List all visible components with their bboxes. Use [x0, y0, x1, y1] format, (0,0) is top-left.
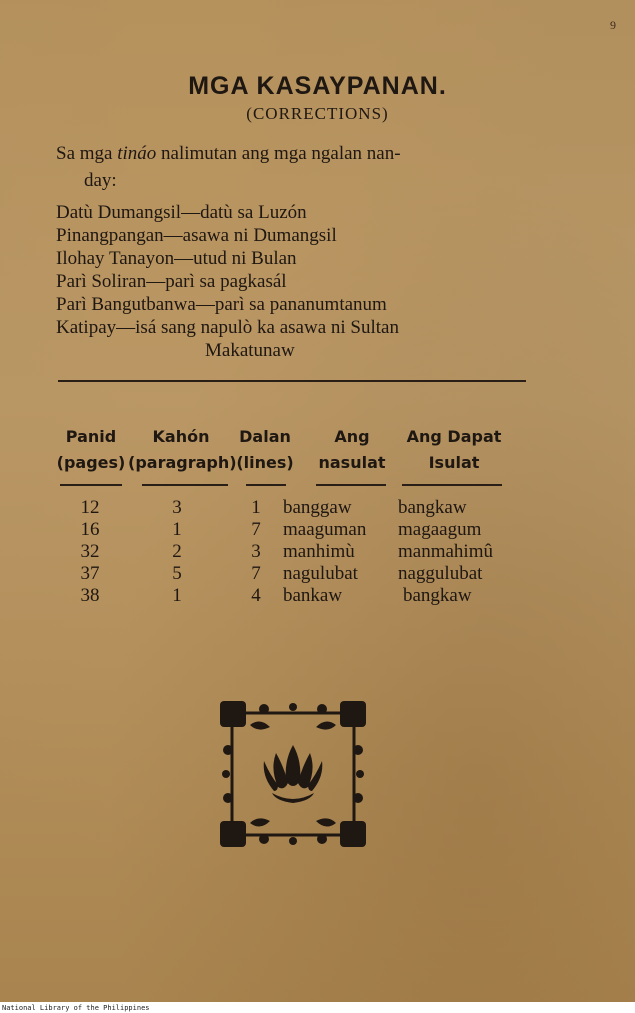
- name-entry: Ilohay Tanayon—utud ni Bulan: [56, 248, 297, 269]
- cell-paragraph: 3: [172, 497, 182, 518]
- header-underline: [142, 484, 228, 486]
- cell-paragraph: 1: [172, 519, 182, 540]
- header-underline: [316, 484, 386, 486]
- name-entry: Katipay—isá sang napulò ka asawa ni Sultan: [56, 317, 399, 338]
- header-underline: [402, 484, 502, 486]
- intro-paragraph: [56, 140, 536, 194]
- header-underline: [60, 484, 122, 486]
- cell-correct: magaagum: [398, 519, 482, 540]
- footer-credit: National Library of the Philippines: [2, 1004, 150, 1012]
- cell-correct: manmahimû: [398, 541, 493, 562]
- cell-correct: naggulubat: [398, 563, 483, 584]
- floral-ornament-icon: [214, 695, 372, 853]
- name-entry: Parì Soliran—parì sa pagkasál: [56, 271, 287, 292]
- cell-written: maaguman: [283, 519, 367, 540]
- cell-written: bankaw: [283, 585, 343, 606]
- name-entry-continuation: Makatunaw: [205, 340, 295, 361]
- name-entry: Pinangpangan—asawa ni Dumangsil: [56, 225, 337, 246]
- intro-text-end: nalimutan ang mga ngalan nan-: [156, 143, 401, 164]
- cell-paragraph: 2: [172, 541, 182, 562]
- header-underline: [246, 484, 286, 486]
- cell-correct: bangkaw: [398, 497, 467, 518]
- intro-continuation: day:: [84, 170, 117, 191]
- name-entry: Datù Dumangsil—datù sa Luzón: [56, 202, 307, 223]
- cell-page: 12: [80, 497, 100, 518]
- cell-written: nagulubat: [283, 563, 358, 584]
- cell-paragraph: 1: [172, 585, 182, 606]
- section-divider: [58, 380, 526, 382]
- corner-mark: 9: [610, 18, 616, 32]
- header-pages: Panid (pages): [56, 427, 126, 472]
- cell-written: banggaw: [283, 497, 352, 518]
- cell-correct: bangkaw: [403, 585, 472, 606]
- cell-line: 3: [251, 541, 261, 562]
- cell-line: 7: [251, 563, 261, 584]
- header-lines: Dalan (lines): [236, 427, 294, 472]
- cell-paragraph: 5: [172, 563, 182, 584]
- intro-italic-word: tináo: [117, 143, 157, 164]
- cell-page: 38: [80, 585, 100, 606]
- page-title: MGA KASAYPANAN.: [188, 72, 447, 100]
- page-subtitle: (CORRECTIONS): [246, 104, 389, 123]
- header-written: Ang nasulat: [318, 427, 386, 472]
- cell-page: 32: [80, 541, 100, 562]
- header-paragraph: Kahón (paragraph): [128, 427, 237, 472]
- cell-page: 16: [80, 519, 100, 540]
- cell-page: 37: [80, 563, 100, 584]
- cell-written: manhimù: [283, 541, 355, 562]
- cell-line: 1: [251, 497, 261, 518]
- header-correct: Ang Dapat Isulat: [406, 427, 502, 472]
- intro-text-start: Sa mga: [56, 143, 118, 164]
- names-list: [56, 201, 536, 362]
- cell-line: 4: [251, 585, 261, 606]
- name-entry: Parì Bangutbanwa—parì sa pananumtanum: [56, 294, 387, 315]
- cell-line: 7: [251, 519, 261, 540]
